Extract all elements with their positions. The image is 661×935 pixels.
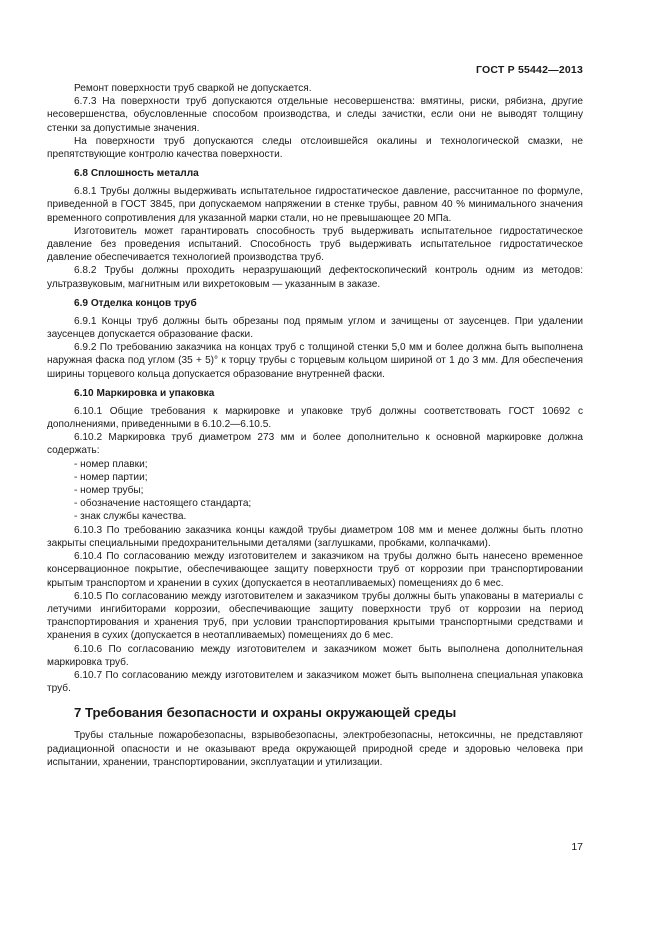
- page-content: [47, 82, 583, 769]
- clause-6-10-2: 6.10.2 Маркировка труб диаметром 273 мм и более дополнительно к основной маркировке должна содержать:: [47, 432, 583, 457]
- clause-6-10-3: 6.10.3 По требованию заказчика концы каждой трубы диаметром 108 мм и менее должны быть плотно закрыты специальными предохранительными деталями (заглушками, пробками, колпачками).: [47, 524, 583, 549]
- clause-6-9-2: 6.9.2 По требованию заказчика на концах труб с толщиной стенки 5,0 мм и более должна быть выполнена наружная фаска под углом (35 + 5)° к торцу трубы с торцевым кольцом шириной от 1 до 3 мм. Для обеспечения ширины торцевого кольца допускается образование внутренней фаски.: [47, 342, 583, 380]
- section-heading-6-9: 6.9 Отделка концов труб: [74, 297, 197, 309]
- list-item: - номер трубы;: [74, 484, 583, 497]
- clause-6-9-1: 6.9.1 Концы труб должны быть обрезаны под прямым углом и зачищены от заусенцев. При удалении заусенцев допускается образование фаски.: [47, 315, 583, 341]
- list-item: - номер плавки;: [74, 458, 583, 471]
- section-heading-6-8: 6.8 Сплошность металла: [74, 168, 199, 180]
- section-heading-6-10: 6.10 Маркировка и упаковка: [74, 387, 215, 399]
- page-number: 17: [571, 841, 583, 853]
- clause-6-10-4: 6.10.4 По согласованию между изготовителем и заказчиком на трубы должно быть нанесено временное консервационное покрытие, обеспечивающее защиту поверхности труб от коррозии при транспортировании крытым транспортом и хранении в сухих (допускается в неотапливаемых) помещениях до 6 мес.: [47, 551, 583, 589]
- clause-6-10-5: 6.10.5 По согласованию между изготовителем и заказчиком трубы должны быть упакованы в материалы с летучими ингибиторами коррозии, обеспечивающие защиту поверхности труб от коррозии на период транспортирования и хранения труб, при условии транспортирования крытыми транспортными средствами и хранения в сухих (допускается в неотапливаемых) помещениях до 6 мес.: [47, 590, 583, 642]
- list-item: - обозначение настоящего стандарта;: [74, 497, 583, 510]
- paragraph: На поверхности труб допускаются следы отслоившейся окалины и технологической смазки, не препятствующие контролю качества поверхности.: [47, 135, 583, 161]
- list-item: - номер партии;: [74, 471, 583, 484]
- marking-list: [47, 458, 583, 524]
- clause-6-8-2: 6.8.2 Трубы должны проходить неразрушающий дефектоскопический контроль одним из методов: ультразвуковым, магнитным или вихретоковым — указанным в заказе.: [47, 265, 583, 290]
- clause-6-10-7: 6.10.7 По согласованию между изготовителем и заказчиком может быть выполнена специальная упаковка труб.: [47, 669, 583, 695]
- paragraph: Ремонт поверхности труб сваркой не допускается.: [74, 83, 312, 94]
- list-item: - знак службы качества.: [74, 510, 583, 523]
- section-heading-7: 7 Требования безопасности и охраны окружающей среды: [74, 705, 457, 721]
- document-id-header: ГОСТ Р 55442—2013: [475, 64, 583, 76]
- clause-6-10-6: 6.10.6 По согласованию между изготовителем и заказчиком может быть выполнена дополнительная маркировка труб.: [47, 643, 583, 668]
- clause-6-8-1: 6.8.1 Трубы должны выдерживать испытательное гидростатическое давление, рассчитанное по формуле, приведенной в ГОСТ 3845, при допускаемом напряжении в стенке трубы, равном 40 % минимального значения временного сопротивления для указанной марки стали, но не превышающее 20 МПа.: [47, 186, 583, 224]
- clause-6-10-1: 6.10.1 Общие требования к маркировке и упаковке труб должны соответствовать ГОСТ 10692 с дополнениями, приведенными в 6.10.2—6.10.5.: [47, 405, 583, 431]
- paragraph: Изготовитель может гарантировать способность труб выдерживать испытательное гидростатическое давление без проведения испытаний. Способность труб выдерживать испытательное гидростатическое давление обеспечивается технологией производства труб.: [47, 225, 583, 264]
- clause-6-7-3: 6.7.3 На поверхности труб допускаются отдельные несовершенства: вмятины, риски, рябизна, другие несовершенства, обусловленные способом производства, и следы зачистки, если они не выводят толщину стенки за допустимые значения.: [47, 96, 583, 134]
- section-7-paragraph: Трубы стальные пожаробезопасны, взрывобезопасны, электробезопасны, нетоксичны, не представляют радиационной опасности и не оказывают вреда окружающей природной среде и здоровью человека при испытании, хранении, транспортировании, эксплуатации и утилизации.: [47, 730, 583, 768]
